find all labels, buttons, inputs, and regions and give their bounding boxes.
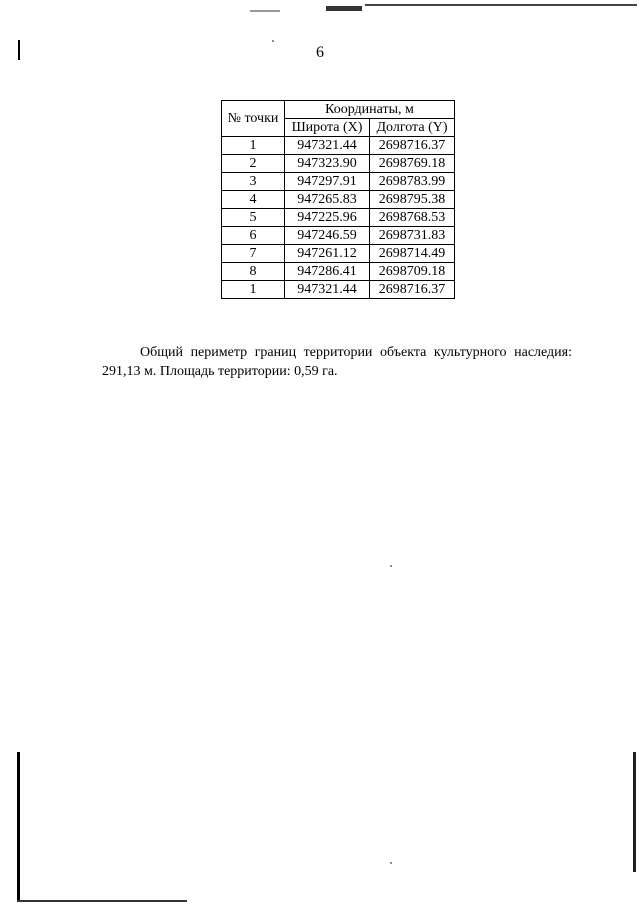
perimeter-area-text: Общий периметр границ территории объекта культурного наследия: 291,13 м. Площадь территории: 0,59 га. [102, 345, 572, 379]
point-number-cell: 2 [222, 155, 285, 173]
table-body [222, 137, 455, 299]
page-number: 6 [316, 44, 324, 61]
longitude-cell: 2698783.99 [370, 173, 455, 191]
table-row [222, 227, 455, 245]
latitude-cell: 947261.12 [285, 245, 370, 263]
latitude-cell: 947321.44 [285, 137, 370, 155]
longitude-cell: 2698795.38 [370, 191, 455, 209]
longitude-cell: 2698716.37 [370, 281, 455, 299]
table-row [222, 281, 455, 299]
latitude-cell: 947265.83 [285, 191, 370, 209]
table-row [222, 155, 455, 173]
longitude-cell: 2698731.83 [370, 227, 455, 245]
table-row [222, 209, 455, 227]
longitude-cell: 2698768.53 [370, 209, 455, 227]
scan-artifact-bottom-edge [17, 900, 187, 902]
scan-artifact-left-edge [17, 752, 20, 902]
scan-dot [272, 40, 274, 42]
longitude-cell: 2698709.18 [370, 263, 455, 281]
point-number-cell: 7 [222, 245, 285, 263]
scan-artifact-right-edge [633, 752, 636, 872]
point-number-cell: 3 [222, 173, 285, 191]
header-latitude: Широта (X) [285, 119, 370, 137]
scan-dot [390, 862, 392, 864]
latitude-cell: 947297.91 [285, 173, 370, 191]
latitude-cell: 947286.41 [285, 263, 370, 281]
scan-artifact-top-smudge [250, 10, 280, 12]
point-number-cell: 8 [222, 263, 285, 281]
table-row [222, 173, 455, 191]
longitude-cell: 2698716.37 [370, 137, 455, 155]
header-coordinates: Координаты, м [285, 101, 455, 119]
table-row [222, 191, 455, 209]
table-row [222, 263, 455, 281]
point-number-cell: 1 [222, 137, 285, 155]
point-number-cell: 4 [222, 191, 285, 209]
point-number-cell: 1 [222, 281, 285, 299]
coordinates-table [221, 100, 455, 299]
point-number-cell: 6 [222, 227, 285, 245]
latitude-cell: 947246.59 [285, 227, 370, 245]
latitude-cell: 947321.44 [285, 281, 370, 299]
latitude-cell: 947225.96 [285, 209, 370, 227]
point-number-cell: 5 [222, 209, 285, 227]
header-point-number: № точки [222, 101, 285, 137]
scan-dot [390, 565, 392, 567]
scan-artifact-top-line [365, 4, 637, 6]
longitude-cell: 2698714.49 [370, 245, 455, 263]
table-row [222, 245, 455, 263]
latitude-cell: 947323.90 [285, 155, 370, 173]
table-row [222, 137, 455, 155]
header-longitude: Долгота (Y) [370, 119, 455, 137]
longitude-cell: 2698769.18 [370, 155, 455, 173]
scan-artifact-top [326, 6, 362, 11]
